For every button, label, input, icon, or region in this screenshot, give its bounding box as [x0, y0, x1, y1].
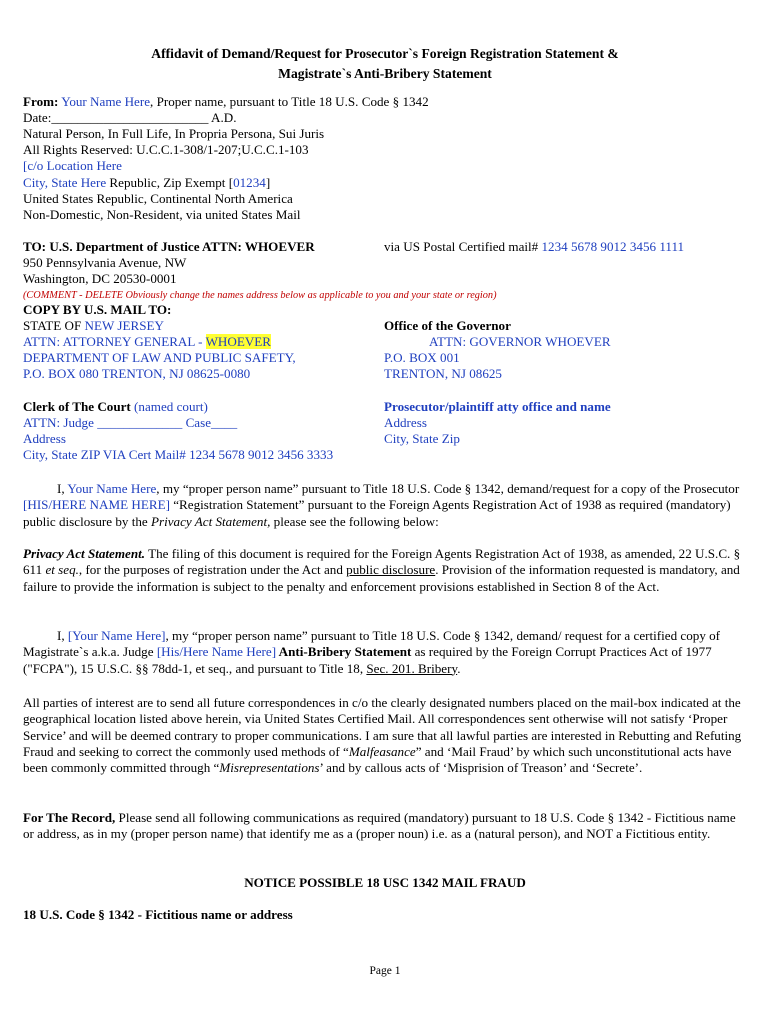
privacy-etseq: et seq.	[45, 562, 79, 578]
doj-address2: Washington, DC 20530-0001	[23, 271, 177, 286]
dept-line: DEPARTMENT OF LAW AND PUBLIC SAFETY,	[23, 350, 296, 365]
zip-close: ]	[265, 175, 271, 190]
p1-privacy-act: Privacy Act Statement,	[151, 513, 271, 529]
paragraph-registration-request	[23, 481, 745, 530]
attn-ag-name-highlight: WHOEVER	[205, 334, 272, 349]
p2-end: .	[457, 660, 461, 676]
record-heading: For The Record,	[23, 810, 116, 825]
to-heading	[23, 239, 315, 255]
p2-text1: , my “proper person name” pursuant to Title 18 U.S. Code § 1342, demand/ request for a certified copy of Magistrate`s a.k.a. Judge	[23, 628, 721, 660]
paragraph-for-the-record	[23, 810, 745, 843]
ag-pobox-line: P.O. BOX 080 TRENTON, NJ 08625-0080	[23, 366, 251, 381]
p3-text3: ’ and by callous acts of ‘Misprision of Treason’ and ‘Secrete’.	[319, 760, 643, 776]
attn-ag-line	[23, 334, 271, 350]
natural-person-line: Natural Person, In Full Life, In Propria Persona, Sui Juris	[23, 126, 325, 141]
p3-text2: ” and ‘Mail Fraud’ by which such unconstitutional acts have been commonly committed through “	[23, 743, 732, 776]
city-state-placeholder: City, State Here	[23, 175, 107, 190]
copy-heading: COPY BY U.S. MAIL TO:	[23, 302, 172, 317]
privacy-text2: , for the purposes of registration under the Act and	[78, 562, 347, 578]
rights-reserved-line: All Rights Reserved: U.C.C.1-308/1-207;U.C.C.1-103	[23, 142, 309, 157]
p2-name-placeholder: [Your Name Here]	[67, 628, 166, 643]
section-heading: 18 U.S. Code § 1342 - Fictitious name or address	[23, 907, 293, 922]
paragraph-correspondence	[23, 695, 745, 776]
clerk-court: (named court)	[130, 399, 208, 414]
from-name-suffix: , Proper name, pursuant to Title 18 U.S. Code § 1342	[150, 94, 429, 109]
attn-ag-text: ATTN: ATTORNEY GENERAL -	[23, 334, 206, 349]
doj-address1: 950 Pennsylvania Avenue, NW	[23, 255, 187, 270]
paragraph-anti-bribery-request	[23, 628, 745, 677]
clerk-heading-line	[23, 399, 208, 415]
city-state-line	[23, 175, 270, 191]
prosecutor-city: City, State Zip	[384, 431, 460, 446]
p1-text2: “Registration Statement” pursuant to the Foreign Agents Registration Act of 1938 as required (mandatory) public disclosure by the	[23, 497, 731, 529]
to-heading-whoever: : WHOEVER	[237, 239, 315, 254]
state-label: STATE OF	[23, 318, 85, 333]
bribery-link[interactable]: Sec. 201. Bribery	[366, 660, 458, 676]
republic-text: Republic, Zip Exempt [	[106, 175, 234, 190]
via-certified-mail	[384, 239, 684, 255]
paragraph-privacy-act	[23, 546, 745, 595]
document-title-line1: Affidavit of Demand/Request for Prosecutor`s Foreign Registration Statement &	[151, 46, 619, 61]
p3-malfeasance: Malfeasance	[348, 743, 416, 759]
governor-city: TRENTON, NJ 08625	[384, 366, 502, 381]
p2-text2: as required by the Foreign Corrupt Practices Act of 1977 ("FCPA"), 15 U.S.C. §§ 78dd-1, et seq., and pursuant to Title 18,	[23, 644, 712, 676]
clerk-city: City, State ZIP VIA Cert Mail# 1234 5678 9012 3456 3333	[23, 447, 334, 462]
p1-name-placeholder: Your Name Here	[67, 481, 157, 496]
p2-anti-bribery: Anti-Bribery Statement	[276, 644, 412, 660]
p2-judge-placeholder: [His/Here Name Here]	[156, 644, 277, 660]
privacy-text3: . Provision of the information requested is mandatory, and failure to provide the information is subject to the penalty and enforcement provisions established in Section 8 of the Act.	[23, 562, 740, 594]
zip-placeholder: 01234	[233, 175, 266, 190]
page-number: Page 1	[369, 965, 401, 977]
non-domestic-line: Non-Domestic, Non-Resident, via united States Mail	[23, 207, 301, 222]
state-name: NEW JERSEY	[84, 318, 164, 333]
governor-pobox: P.O. BOX 001	[384, 350, 460, 365]
from-name-placeholder: Your Name Here	[61, 94, 151, 109]
prosecutor-heading: Prosecutor/plaintiff atty office and name	[384, 399, 611, 414]
prosecutor-address: Address	[384, 415, 427, 430]
via-label: via US Postal Certified mail#	[384, 239, 542, 254]
document-title-line2: Magistrate`s Anti-Bribery Statement	[278, 66, 492, 81]
clerk-address: Address	[23, 431, 66, 446]
governor-heading: Office of the Governor	[384, 318, 511, 333]
privacy-text1: The filing of this document is required for the Foreign Agents Registration Act of 1938, as amended, 22 U.S.C. § 611	[23, 546, 741, 578]
p2-start: I,	[57, 628, 68, 643]
to-heading-text: TO: U.S. Department of Justice ATTN	[23, 239, 238, 254]
privacy-heading: Privacy Act Statement.	[23, 546, 146, 561]
notice-heading: NOTICE POSSIBLE 18 USC 1342 MAIL FRAUD	[244, 875, 526, 890]
document-page	[23, 0, 747, 1024]
p3-text1: All parties of interest are to send all future correspondences in c/o the clearly designated numbers placed on the mail-box indicated at the geographical location listed above herein, via United States Certified Mail. All correspondences sent otherwise will not satisfy ‘Proper Service’ and will be deemed contrary to proper communications. I am sure that all lawful parties are interested in Rebutting and Refuting Fraud and seeking to correct the commonly used methods of “	[23, 695, 742, 759]
p3-misrepresentations: Misrepresentations	[219, 760, 320, 776]
governor-attn: ATTN: GOVERNOR WHOEVER	[429, 334, 611, 349]
location-line: [c/o Location Here	[23, 158, 122, 173]
clerk-heading: Clerk of The Court	[23, 399, 131, 414]
via-number: 1234 5678 9012 3456 1111	[541, 239, 685, 254]
from-label: From:	[23, 94, 59, 109]
from-line	[23, 94, 429, 110]
p1-end: please see the following below:	[270, 513, 439, 529]
p1-prosecutor-placeholder: [HIS/HERE NAME HERE]	[23, 497, 170, 513]
date-line: Date:________________________ A.D.	[23, 110, 237, 125]
p1-start: I,	[57, 481, 68, 496]
delete-comment: (COMMENT - DELETE Obviously change the names address below as applicable to you and your state or region)	[23, 290, 497, 301]
p1-text1: , my “proper person name” pursuant to Title 18 U.S. Code § 1342, demand/request for a copy of the Prosecutor	[156, 481, 740, 496]
state-line	[23, 318, 164, 334]
public-disclosure-link[interactable]: public disclosure	[346, 562, 436, 578]
republic-line: United States Republic, Continental North America	[23, 191, 293, 206]
record-text: Please send all following communications as required (mandatory) pursuant to 18 U.S. Code § 1342 - Fictitious name or address, as in my (proper person name) that identify me as a (proper noun) i.e. as a (natural person), and NOT a Fictitious entity.	[23, 810, 736, 842]
clerk-attn: ATTN: Judge _____________ Case____	[23, 415, 238, 430]
